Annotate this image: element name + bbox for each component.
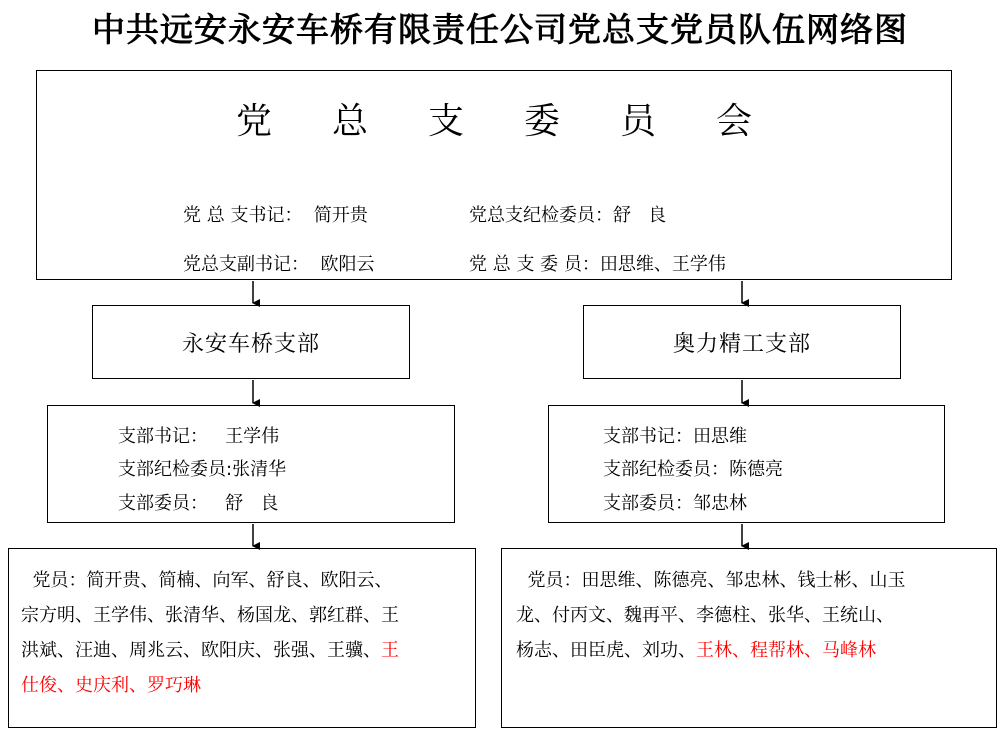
diagram-title: 中共远安永安车桥有限责任公司党总支党员队伍网络图 — [92, 10, 908, 49]
committee-discipline-member: 党总支纪检委员：舒 良 — [469, 205, 667, 226]
member-names-highlighted: 王林、程帮林、马峰林 — [696, 640, 876, 661]
member-names-highlighted: 仕俊、史庆利、罗巧琳 — [21, 675, 201, 696]
branch-secretary: 支部书记： 王学伟 — [118, 426, 280, 447]
committee-heading: 党总支委员会 — [235, 101, 812, 142]
branch-member: 支部委员：邹忠林 — [603, 493, 747, 514]
member-names-highlighted: 王 — [381, 640, 399, 661]
committee-deputy-secretary: 党总支副书记： 欧阳云 — [183, 254, 375, 275]
member-names: 杨志、田臣虎、刘功、 — [516, 640, 696, 661]
branch-name: 奥力精工支部 — [672, 331, 811, 357]
member-names: 宗方明、王学伟、张清华、杨国龙、郭红群、王 — [21, 605, 399, 626]
branch-discipline-member: 支部纪检委员:张清华 — [118, 459, 287, 480]
committee-secretary: 党 总 支书记： 简开贵 — [183, 205, 368, 226]
branch-member: 支部委员： 舒 良 — [118, 493, 279, 514]
member-names: 龙、付丙文、魏再平、李德柱、张华、王统山、 — [516, 605, 894, 626]
branch-name: 永安车桥支部 — [181, 331, 320, 357]
branch-discipline-member: 支部纪检委员：陈德亮 — [603, 459, 783, 480]
member-names: 洪斌、汪迪、周兆云、欧阳庆、张强、王骥、 — [21, 640, 381, 661]
committee-members: 党 总 支 委 员：田思维、王学伟 — [469, 254, 726, 275]
member-names: 党员：简开贵、简楠、向军、舒良、欧阳云、 — [21, 570, 393, 591]
branch-secretary: 支部书记：田思维 — [603, 426, 747, 447]
member-names: 党员：田思维、陈德亮、邹忠林、钱士彬、山玉 — [516, 570, 906, 591]
